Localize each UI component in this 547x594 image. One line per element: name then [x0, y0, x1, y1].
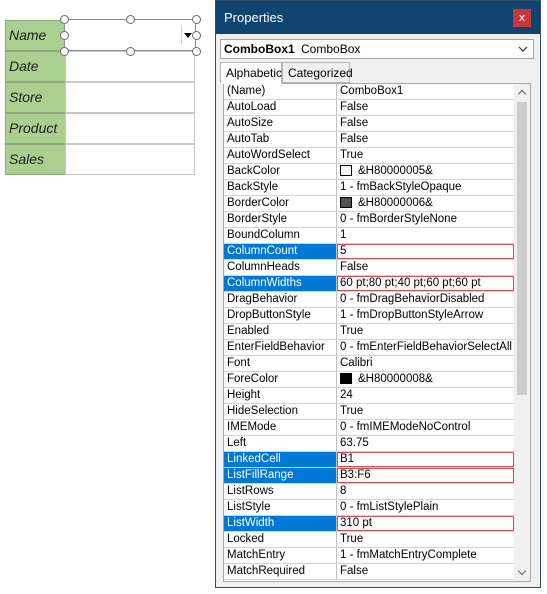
- property-name[interactable]: ListFillRange: [224, 468, 337, 483]
- property-value-text: 1: [340, 229, 347, 241]
- property-value-text: True: [340, 533, 364, 545]
- property-value[interactable]: [337, 148, 514, 163]
- vertical-scrollbar[interactable]: [514, 84, 530, 581]
- tab-categorized[interactable]: Categorized: [282, 62, 350, 83]
- label-cell-date[interactable]: Date: [5, 51, 66, 82]
- scrollbar-thumb[interactable]: [517, 102, 527, 395]
- property-row[interactable]: [224, 436, 514, 452]
- property-value-text: 1 - fmBackStyleOpaque: [340, 181, 462, 193]
- window-title: Properties: [224, 10, 284, 25]
- property-value[interactable]: [337, 404, 514, 419]
- scroll-down-button[interactable]: [514, 565, 530, 581]
- property-name[interactable]: Enabled: [224, 324, 337, 339]
- chevron-down-icon: [518, 567, 526, 575]
- property-value-text: True: [340, 405, 364, 417]
- property-row[interactable]: [224, 548, 514, 564]
- property-row[interactable]: [224, 212, 514, 228]
- property-row[interactable]: [224, 404, 514, 420]
- property-row[interactable]: [224, 148, 514, 164]
- property-row[interactable]: [224, 100, 514, 116]
- property-name[interactable]: ForeColor: [224, 372, 337, 387]
- property-row[interactable]: [224, 372, 514, 388]
- property-grid: [223, 83, 531, 582]
- resize-handle-left[interactable]: [60, 31, 69, 40]
- chevron-down-icon: [517, 43, 529, 55]
- property-name[interactable]: BorderStyle: [224, 212, 337, 227]
- property-row[interactable]: [224, 452, 514, 468]
- property-row[interactable]: [224, 308, 514, 324]
- property-row[interactable]: [224, 388, 514, 404]
- property-row[interactable]: [224, 500, 514, 516]
- color-swatch-icon: [340, 197, 352, 208]
- input-cell-sales[interactable]: [65, 144, 195, 175]
- property-value[interactable]: [337, 244, 514, 259]
- property-row[interactable]: [224, 164, 514, 180]
- property-value-text: &H80000005&: [358, 165, 433, 177]
- property-value-text: False: [340, 261, 369, 273]
- close-button[interactable]: [513, 9, 531, 27]
- property-name[interactable]: Locked: [224, 532, 337, 547]
- properties-titlebar[interactable]: [216, 1, 540, 34]
- scroll-up-button[interactable]: [514, 84, 530, 100]
- object-name: ComboBox1: [224, 42, 295, 56]
- property-name[interactable]: (Name): [224, 84, 337, 99]
- label-cell-product[interactable]: Product: [5, 113, 66, 144]
- property-name[interactable]: Font: [224, 356, 337, 371]
- property-value-text: &H80000008&: [358, 373, 433, 385]
- input-cell-store[interactable]: [65, 82, 195, 113]
- property-name[interactable]: AutoTab: [224, 132, 337, 147]
- property-name[interactable]: ListStyle: [224, 500, 337, 515]
- property-value[interactable]: [337, 276, 514, 291]
- property-value[interactable]: [337, 484, 514, 499]
- property-value-text: 0 - fmEnterFieldBehaviorSelectAll: [340, 341, 512, 353]
- property-row[interactable]: [224, 356, 514, 372]
- property-name[interactable]: IMEMode: [224, 420, 337, 435]
- property-row[interactable]: [224, 468, 514, 484]
- property-name[interactable]: BackStyle: [224, 180, 337, 195]
- property-row[interactable]: [224, 180, 514, 196]
- property-value-text: 5: [340, 245, 347, 257]
- property-row[interactable]: [224, 132, 514, 148]
- color-swatch-icon: [340, 373, 352, 384]
- property-value[interactable]: [337, 356, 514, 371]
- property-value-text: &H80000006&: [358, 197, 433, 209]
- property-value[interactable]: [337, 468, 514, 483]
- property-name[interactable]: MatchEntry: [224, 548, 337, 563]
- property-row[interactable]: [224, 196, 514, 212]
- property-name[interactable]: ListWidth: [224, 516, 337, 531]
- property-value-text: 8: [340, 485, 347, 497]
- color-swatch-icon: [340, 165, 352, 176]
- resize-handle-top-left[interactable]: [60, 15, 69, 24]
- property-value[interactable]: [337, 436, 514, 451]
- property-value[interactable]: [337, 564, 514, 579]
- property-value[interactable]: [337, 452, 514, 467]
- property-name[interactable]: BorderColor: [224, 196, 337, 211]
- property-row[interactable]: [224, 276, 514, 292]
- resize-handle-right[interactable]: [192, 31, 201, 40]
- property-value-text: False: [340, 133, 369, 145]
- close-icon: x: [518, 11, 526, 24]
- property-row[interactable]: [224, 420, 514, 436]
- property-value-text: 0 - fmListStylePlain: [340, 501, 439, 513]
- property-value[interactable]: [337, 196, 514, 211]
- property-row[interactable]: [224, 292, 514, 308]
- properties-window: [215, 0, 541, 588]
- property-value-text: False: [340, 101, 369, 113]
- property-value[interactable]: [337, 212, 514, 227]
- object-type: ComboBox: [301, 42, 361, 56]
- property-value[interactable]: [337, 100, 514, 115]
- property-value[interactable]: [337, 180, 514, 195]
- property-name[interactable]: AutoWordSelect: [224, 148, 337, 163]
- property-row[interactable]: [224, 324, 514, 340]
- property-name[interactable]: Height: [224, 388, 337, 403]
- resize-handle-bottom-right[interactable]: [192, 47, 201, 56]
- property-value-text: False: [340, 117, 369, 129]
- property-value-text: 1 - fmMatchEntryComplete: [340, 549, 477, 561]
- property-row[interactable]: [224, 228, 514, 244]
- property-value-text: 0 - fmBorderStyleNone: [340, 213, 457, 225]
- chevron-up-icon: [518, 90, 526, 98]
- property-row[interactable]: [224, 260, 514, 276]
- tab-alphabetic[interactable]: Alphabetic: [220, 62, 282, 84]
- property-value[interactable]: [337, 308, 514, 323]
- property-name[interactable]: BoundColumn: [224, 228, 337, 243]
- property-name[interactable]: ColumnCount: [224, 244, 337, 259]
- property-value[interactable]: [337, 260, 514, 275]
- object-selector[interactable]: [220, 39, 534, 59]
- property-row[interactable]: [224, 340, 514, 356]
- property-value-text: 60 pt;80 pt;40 pt;60 pt;60 pt: [340, 277, 481, 289]
- property-value[interactable]: [337, 420, 514, 435]
- input-cell-product[interactable]: [65, 113, 195, 144]
- property-row[interactable]: [224, 532, 514, 548]
- property-value-text: True: [340, 325, 364, 337]
- property-value-text: 1 - fmDropButtonStyleArrow: [340, 309, 484, 321]
- triangle-down-icon: [184, 33, 192, 38]
- property-row[interactable]: [224, 84, 514, 100]
- property-value-text: Calibri: [340, 357, 373, 369]
- property-value[interactable]: [337, 164, 514, 179]
- property-value-text: 63.75: [340, 437, 369, 449]
- property-value-text: 24: [340, 389, 353, 401]
- property-rows: [224, 84, 514, 580]
- property-value[interactable]: [337, 84, 514, 99]
- property-name[interactable]: ColumnHeads: [224, 260, 337, 275]
- property-name[interactable]: MatchRequired: [224, 564, 337, 579]
- property-name[interactable]: Left: [224, 436, 337, 451]
- property-value[interactable]: [337, 388, 514, 403]
- property-name[interactable]: HideSelection: [224, 404, 337, 419]
- property-row[interactable]: [224, 116, 514, 132]
- property-value[interactable]: [337, 132, 514, 147]
- resize-handle-bottom[interactable]: [126, 47, 135, 56]
- label-cell-name[interactable]: Name: [5, 20, 66, 51]
- property-value[interactable]: [337, 116, 514, 131]
- property-value[interactable]: [337, 340, 514, 355]
- property-row[interactable]: [224, 564, 514, 580]
- resize-handle-bottom-left[interactable]: [60, 47, 69, 56]
- property-value[interactable]: [337, 516, 514, 531]
- property-name[interactable]: LinkedCell: [224, 452, 337, 467]
- resize-handle-top[interactable]: [126, 15, 135, 24]
- property-name[interactable]: AutoLoad: [224, 100, 337, 115]
- property-name[interactable]: BackColor: [224, 164, 337, 179]
- property-value[interactable]: [337, 324, 514, 339]
- property-value-text: 0 - fmIMEModeNoControl: [340, 421, 471, 433]
- property-value-text: B1: [340, 453, 355, 465]
- property-value-text: 310 pt: [340, 517, 372, 529]
- property-value[interactable]: [337, 292, 514, 307]
- property-value-text: False: [340, 565, 369, 577]
- property-value[interactable]: [337, 532, 514, 547]
- property-value[interactable]: [337, 500, 514, 515]
- property-row[interactable]: [224, 244, 514, 260]
- property-value[interactable]: [337, 228, 514, 243]
- property-value[interactable]: [337, 372, 514, 387]
- label-cell-store[interactable]: Store: [5, 82, 66, 113]
- property-name[interactable]: ListRows: [224, 484, 337, 499]
- property-value-text: ComboBox1: [340, 85, 404, 97]
- property-name[interactable]: DropButtonStyle: [224, 308, 337, 323]
- resize-handle-top-right[interactable]: [192, 15, 201, 24]
- property-row[interactable]: [224, 516, 514, 532]
- property-row[interactable]: [224, 484, 514, 500]
- property-value-text: True: [340, 149, 364, 161]
- property-value-text: 0 - fmDragBehaviorDisabled: [340, 293, 485, 305]
- property-value-text: B3:F6: [340, 469, 371, 481]
- property-name[interactable]: EnterFieldBehavior: [224, 340, 337, 355]
- property-name[interactable]: DragBehavior: [224, 292, 337, 307]
- label-cell-sales[interactable]: Sales: [5, 144, 66, 175]
- property-value[interactable]: [337, 548, 514, 563]
- property-name[interactable]: ColumnWidths: [224, 276, 337, 291]
- property-name[interactable]: AutoSize: [224, 116, 337, 131]
